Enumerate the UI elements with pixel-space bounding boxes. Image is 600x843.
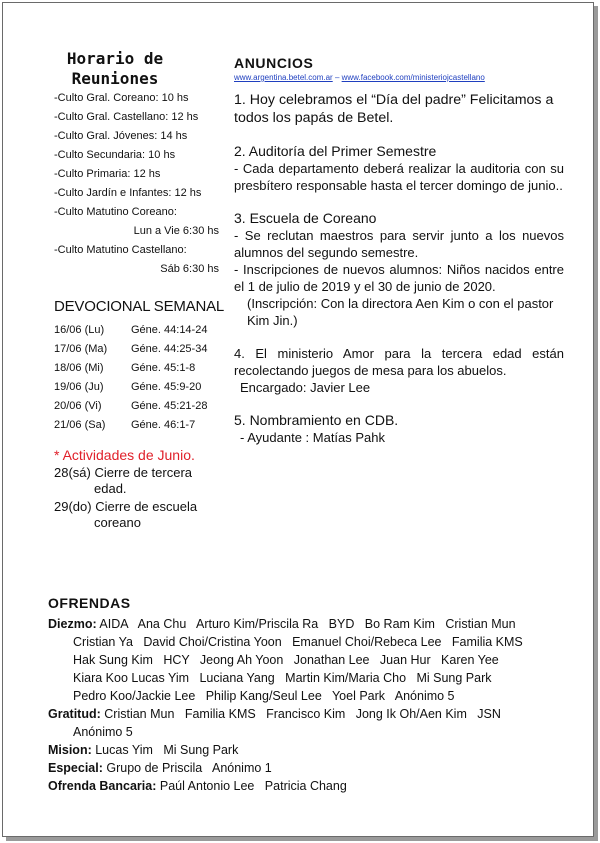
announcement-3 <box>234 210 564 329</box>
devotional-date: 18/06 (Mi) <box>54 362 104 374</box>
mision-names: Lucas Yim Mi Sung Park <box>95 743 239 757</box>
diezmo-row <box>48 615 568 633</box>
bancaria-row <box>48 777 568 795</box>
especial-label: Especial: <box>48 761 103 775</box>
devotional-ref: Géne. 45:9-20 <box>131 381 202 393</box>
announcement-2-body: - Cada departamento deberá realizar la auditoria con su presbítero responsable hasta el tercer domingo de junio.. <box>234 161 564 193</box>
schedule-title-line2: Reuniones <box>71 69 159 88</box>
announcement-3-bullet: - Inscripciones de nuevos alumnos: Niños nacidos entre el 1 de julio de 2019 y el 30 de junio de 2020. <box>234 262 564 294</box>
gratitud-row <box>48 705 568 723</box>
schedule-title <box>55 49 175 89</box>
devotional-row <box>54 416 207 435</box>
devotional-row <box>54 359 207 378</box>
devotional-ref: Géne. 46:1-7 <box>131 419 196 431</box>
devotional-row <box>54 378 207 397</box>
devotional-ref: Géne. 45:1-8 <box>131 362 196 374</box>
activity-item <box>54 465 218 497</box>
schedule-item: -Culto Jardín e Infantes: 12 hs <box>54 187 202 199</box>
activities-list <box>54 465 218 533</box>
announcements-body <box>234 91 564 462</box>
devotional-ref: Géne. 44:14-24 <box>131 324 208 336</box>
mision-row <box>48 741 568 759</box>
diezmo-label: Diezmo: <box>48 617 97 631</box>
announcement-5 <box>234 412 564 446</box>
activity-item <box>54 499 218 531</box>
devotional-list <box>54 321 207 435</box>
announcement-5-title: 5. Nombramiento en CDB. <box>234 412 399 428</box>
bulletin-page <box>2 2 594 837</box>
activities-title: * Actividades de Junio. <box>54 447 195 463</box>
schedule-list <box>54 89 219 279</box>
schedule-item: -Culto Primaria: 12 hs <box>54 168 161 180</box>
devotional-date: 20/06 (Vi) <box>54 400 102 412</box>
mision-label: Mision: <box>48 743 92 757</box>
announcement-3-title: 3. Escuela de Coreano <box>234 210 377 226</box>
schedule-title-line1: Horario de <box>66 49 164 68</box>
gratitud-names: Cristian Mun Familia KMS Francisco Kim Jong Ik Oh/Aen Kim JSN <box>104 707 501 721</box>
activity-line: 29(do) Cierre de escuela <box>54 499 198 514</box>
schedule-item: -Culto Secundaria: 10 hs <box>54 149 176 161</box>
website-link[interactable]: www.argentina.betel.com.ar <box>234 73 333 82</box>
schedule-item-time: Lun a Vie 6:30 hs <box>133 225 219 237</box>
devotional-ref: Géne. 44:25-34 <box>131 343 208 355</box>
schedule-item: -Culto Matutino Castellano: <box>54 244 187 256</box>
gratitud-label: Gratitud: <box>48 707 101 721</box>
announcement-4-text: El ministerio Amor para la tercera edad están recolectando juegos de mesa para los abuelos. <box>234 346 564 378</box>
announcement-4-note: Encargado: Javier Lee <box>240 380 371 395</box>
offerings-title: OFRENDAS <box>48 595 131 611</box>
diezmo-names: Pedro Koo/Jackie Lee Philip Kang/Seul Lee Yoel Park Anónimo 5 <box>73 689 455 703</box>
devotional-row <box>54 340 207 359</box>
announcement-2 <box>234 143 564 194</box>
devotional-row <box>54 397 207 416</box>
devotional-row <box>54 321 207 340</box>
schedule-item-time: Sáb 6:30 hs <box>160 263 219 275</box>
especial-names: Grupo de Priscila Anónimo 1 <box>106 761 272 775</box>
link-separator: – <box>332 73 342 82</box>
announcement-1: 1. Hoy celebramos el “Día del padre” Felicitamos a todos los papás de Betel. <box>234 92 554 126</box>
diezmo-names: Cristian Ya David Choi/Cristina Yoon Emanuel Choi/Rebeca Lee Familia KMS <box>73 635 523 649</box>
activity-line: 28(sá) Cierre de tercera <box>54 465 192 480</box>
devotional-date: 16/06 (Lu) <box>54 324 105 336</box>
links-row <box>234 73 485 82</box>
diezmo-names: Hak Sung Kim HCY Jeong Ah Yoon Jonathan Lee Juan Hur Karen Yee <box>73 653 499 667</box>
bancaria-label: Ofrenda Bancaria: <box>48 779 157 793</box>
facebook-link[interactable]: www.facebook.com/ministeriojcastellano <box>341 73 485 82</box>
devotional-date: 21/06 (Sa) <box>54 419 106 431</box>
gratitud-names: Anónimo 5 <box>73 725 133 739</box>
announcement-5-body: - Ayudante : Matías Pahk <box>240 430 386 445</box>
schedule-item: -Culto Gral. Coreano: 10 hs <box>54 92 189 104</box>
diezmo-names: Kiara Koo Lucas Yim Luciana Yang Martin Kim/Maria Cho Mi Sung Park <box>73 671 492 685</box>
devotional-date: 17/06 (Ma) <box>54 343 108 355</box>
devotional-ref: Géne. 45:21-28 <box>131 400 208 412</box>
schedule-item: -Culto Gral. Castellano: 12 hs <box>54 111 199 123</box>
announcement-3-bullet: - Se reclutan maestros para servir junto a los nuevos alumnos del segundo semestre. <box>234 228 564 260</box>
announcement-4-number: 4. <box>234 346 245 361</box>
schedule-item: -Culto Matutino Coreano: <box>54 206 177 218</box>
activity-line-cont: edad. <box>94 481 127 496</box>
announcement-3-note: (Inscripción: Con la directora Aen Kim o con el pastor Kim Jin.) <box>247 296 554 328</box>
devotional-date: 19/06 (Ju) <box>54 381 104 393</box>
schedule-item: -Culto Gral. Jóvenes: 14 hs <box>54 130 188 142</box>
devotional-title: DEVOCIONAL SEMANAL <box>54 298 225 315</box>
activity-line-cont: coreano <box>94 515 141 530</box>
announcement-2-title: 2. Auditoría del Primer Semestre <box>234 143 437 159</box>
diezmo-names: AIDA Ana Chu Arturo Kim/Priscila Ra BYD Bo Ram Kim Cristian Mun <box>99 617 516 631</box>
bancaria-names: Paúl Antonio Lee Patricia Chang <box>159 779 347 793</box>
announcements-title: ANUNCIOS <box>234 55 314 71</box>
announcement-4-body <box>234 345 564 379</box>
especial-row <box>48 759 568 777</box>
offerings-body <box>48 615 568 795</box>
announcement-4 <box>234 345 564 396</box>
